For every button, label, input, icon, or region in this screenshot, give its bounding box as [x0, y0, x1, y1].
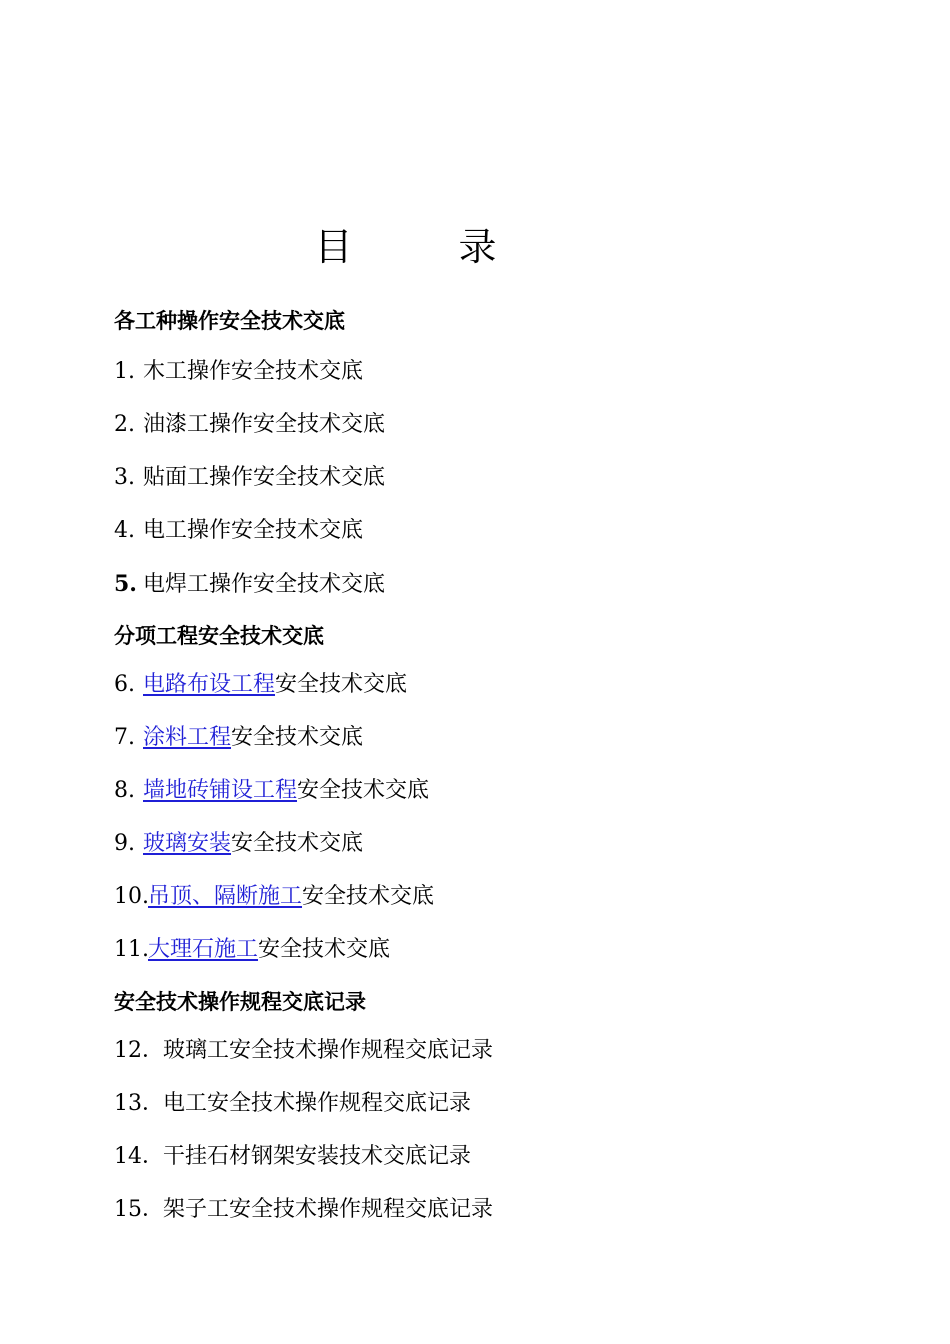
- toc-item-number: 12．: [114, 1038, 164, 1063]
- toc-item-5[interactable]: [114, 569, 385, 600]
- toc-item-10: [114, 882, 434, 912]
- toc-item-link[interactable]: 大理石施工: [148, 937, 259, 962]
- toc-item-text: 安全技术交底: [258, 937, 391, 962]
- toc-item-text: 电工操作安全技术交底: [143, 518, 364, 543]
- toc-item-text: 木工操作安全技术交底: [143, 359, 364, 384]
- section-heading-trades: 各工种操作安全技术交底: [114, 309, 345, 333]
- toc-item-13[interactable]: [114, 1089, 471, 1119]
- toc-item-link[interactable]: 涂料工程: [143, 725, 232, 750]
- toc-item-text: 干挂石材钢架安装技术交底记录: [163, 1144, 472, 1169]
- toc-item-11: [114, 935, 390, 965]
- toc-item-2[interactable]: [114, 410, 385, 440]
- toc-item-1[interactable]: [114, 357, 363, 387]
- toc-item-8: [114, 776, 429, 806]
- toc-item-link[interactable]: 玻璃安装: [143, 831, 232, 856]
- toc-item-4[interactable]: [114, 516, 363, 546]
- toc-item-link[interactable]: 吊顶、隔断施工: [148, 884, 303, 909]
- toc-item-text: 架子工安全技术操作规程交底记录: [163, 1197, 494, 1222]
- toc-item-number: 3.: [114, 465, 135, 490]
- toc-item-text: 安全技术交底: [275, 672, 408, 697]
- toc-item-9: [114, 829, 363, 859]
- toc-item-number: 1.: [114, 359, 135, 384]
- toc-item-number: 7.: [114, 725, 135, 750]
- toc-item-number: 4.: [114, 518, 135, 543]
- toc-item-text: 油漆工操作安全技术交底: [143, 412, 386, 437]
- section-heading-subprojects: 分项工程安全技术交底: [114, 624, 324, 648]
- toc-item-number: 13．: [114, 1091, 164, 1116]
- toc-item-number: 14．: [114, 1144, 164, 1169]
- toc-item-7: [114, 723, 363, 753]
- toc-item-number: 8.: [114, 778, 135, 803]
- toc-item-link[interactable]: 墙地砖铺设工程: [143, 778, 298, 803]
- toc-item-link[interactable]: 电路布设工程: [143, 672, 276, 697]
- toc-item-text: 安全技术交底: [231, 831, 364, 856]
- toc-item-12[interactable]: [114, 1036, 493, 1066]
- toc-item-number: 6.: [114, 672, 135, 697]
- toc-item-number: 10.: [114, 884, 149, 909]
- toc-item-15[interactable]: [114, 1195, 493, 1225]
- toc-item-14[interactable]: [114, 1142, 471, 1172]
- toc-item-text: 贴面工操作安全技术交底: [143, 465, 386, 490]
- toc-item-text: 电焊工操作安全技术交底: [143, 572, 386, 597]
- toc-item-text: 玻璃工安全技术操作规程交底记录: [163, 1038, 494, 1063]
- toc-item-text: 安全技术交底: [302, 884, 435, 909]
- toc-item-text: 电工安全技术操作规程交底记录: [163, 1091, 472, 1116]
- toc-item-number: 2.: [114, 412, 135, 437]
- toc-item-number: 11.: [114, 937, 149, 962]
- toc-item-number: 5.: [114, 571, 137, 597]
- section-heading-procedures: 安全技术操作规程交底记录: [114, 990, 366, 1014]
- toc-item-text: 安全技术交底: [297, 778, 430, 803]
- toc-item-3[interactable]: [114, 463, 385, 493]
- toc-item-number: 9.: [114, 831, 135, 856]
- toc-item-6: [114, 670, 407, 700]
- toc-item-text: 安全技术交底: [231, 725, 364, 750]
- toc-item-number: 15．: [114, 1197, 164, 1222]
- page-title: 目 录: [314, 225, 531, 269]
